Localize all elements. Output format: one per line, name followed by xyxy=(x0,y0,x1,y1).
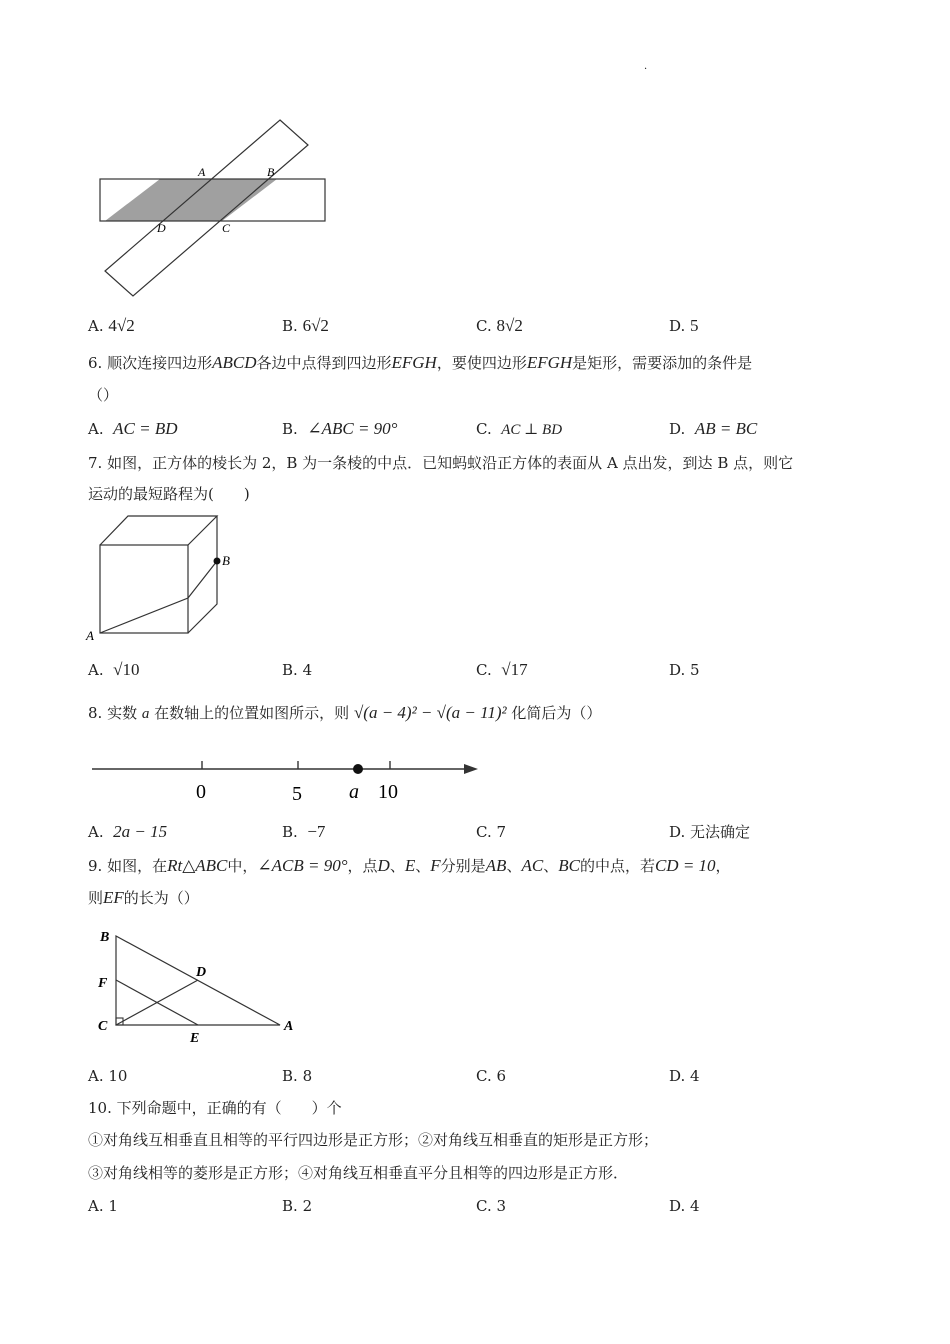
q8-option-d[interactable]: D. 无法确定 xyxy=(669,823,751,841)
label-E: E xyxy=(190,1031,200,1046)
label-A: A xyxy=(198,165,206,179)
q7-option-b[interactable]: B. 4 xyxy=(282,661,313,679)
q9-stem: 9. 如图，在Rt△ABC中，∠ACB = 90°，点D、E、F分别是AB、AC、BC的中点，若CD = 10， xyxy=(88,856,731,875)
q5-option-a[interactable]: A. 4√2 xyxy=(88,316,135,335)
label-C: C xyxy=(98,1019,108,1034)
q10-option-a[interactable]: A. 1 xyxy=(88,1197,118,1215)
label-D: D xyxy=(157,221,166,235)
q8-option-b[interactable]: B. −7 xyxy=(282,822,326,841)
q7-cube-figure xyxy=(84,510,244,645)
q7-option-c[interactable]: C. √17 xyxy=(476,660,528,679)
q10-stem: 10. 下列命题中，正确的有（ ）个 xyxy=(88,1099,342,1117)
q8-option-c[interactable]: C. 7 xyxy=(476,823,507,841)
q10-statement-line2: ③对角线相等的菱形是正方形；④对角线互相垂直平分且相等的四边形是正方形． xyxy=(88,1164,629,1182)
tick-10: 10 xyxy=(378,781,398,803)
label-D: D xyxy=(196,965,207,980)
q5-option-c[interactable]: C. 8√2 xyxy=(476,316,523,335)
q10-statement-line1: ①对角线互相垂直且相等的平行四边形是正方形；②对角线互相垂直的矩形是正方形； xyxy=(88,1131,659,1149)
q9-option-c[interactable]: C. 6 xyxy=(476,1067,507,1085)
q9-option-d[interactable]: D. 4 xyxy=(669,1067,700,1085)
q5-option-b[interactable]: B. 6√2 xyxy=(282,316,329,335)
q7-stem: 7. 如图，正方体的棱长为 2，B 为一条棱的中点．已知蚂蚁沿正方体的表面从 A 点出发，到达 B 点，则它 xyxy=(88,454,794,472)
q7-option-a[interactable]: A. √10 xyxy=(88,660,140,679)
label-F: F xyxy=(98,976,108,991)
q9-option-a[interactable]: A. 10 xyxy=(88,1067,128,1085)
q8-option-a[interactable]: A. 2a − 15 xyxy=(88,822,168,841)
q6-stem-line2: （） xyxy=(88,386,119,404)
q8-number-line xyxy=(88,755,488,810)
label-A: A xyxy=(86,628,94,643)
q9-triangle-figure xyxy=(92,922,302,1047)
label-C: C xyxy=(222,221,231,235)
q7-option-d[interactable]: D. 5 xyxy=(669,661,700,679)
label-A: A xyxy=(284,1019,294,1034)
q6-option-b[interactable]: B. ∠ABC = 90° xyxy=(282,419,398,438)
label-B: B xyxy=(100,930,110,945)
tick-a: a xyxy=(349,781,359,803)
tick-5: 5 xyxy=(292,783,302,805)
page-mark: · xyxy=(644,64,648,75)
q6-stem: 6. 顺次连接四边形ABCD各边中点得到四边形EFGH，要使四边形EFGH是矩形，需要添加的条件是 xyxy=(88,353,753,372)
label-B: B xyxy=(267,165,275,179)
q9-option-b[interactable]: B. 8 xyxy=(282,1067,313,1085)
q10-option-c[interactable]: C. 3 xyxy=(476,1197,507,1215)
q10-option-b[interactable]: B. 2 xyxy=(282,1197,313,1215)
tick-0: 0 xyxy=(196,781,206,803)
q6-option-c[interactable]: C. AC ⊥ BD xyxy=(476,420,563,438)
q9-stem-line2: 则EF的长为（） xyxy=(88,888,199,907)
q7-stem-line2: 运动的最短路程为( ) xyxy=(88,485,250,503)
label-B: B xyxy=(222,553,230,568)
q6-option-d[interactable]: D. AB = BC xyxy=(669,419,758,438)
q10-option-d[interactable]: D. 4 xyxy=(669,1197,700,1215)
q5-figure xyxy=(90,112,330,302)
q8-stem: 8. 实数 a 在数轴上的位置如图所示，则 √(a − 4)² − √(a − 11)² 化简后为（） xyxy=(88,703,602,722)
q6-option-a[interactable]: A. AC = BD xyxy=(88,419,178,438)
q5-option-d[interactable]: D. 5 xyxy=(669,316,699,335)
